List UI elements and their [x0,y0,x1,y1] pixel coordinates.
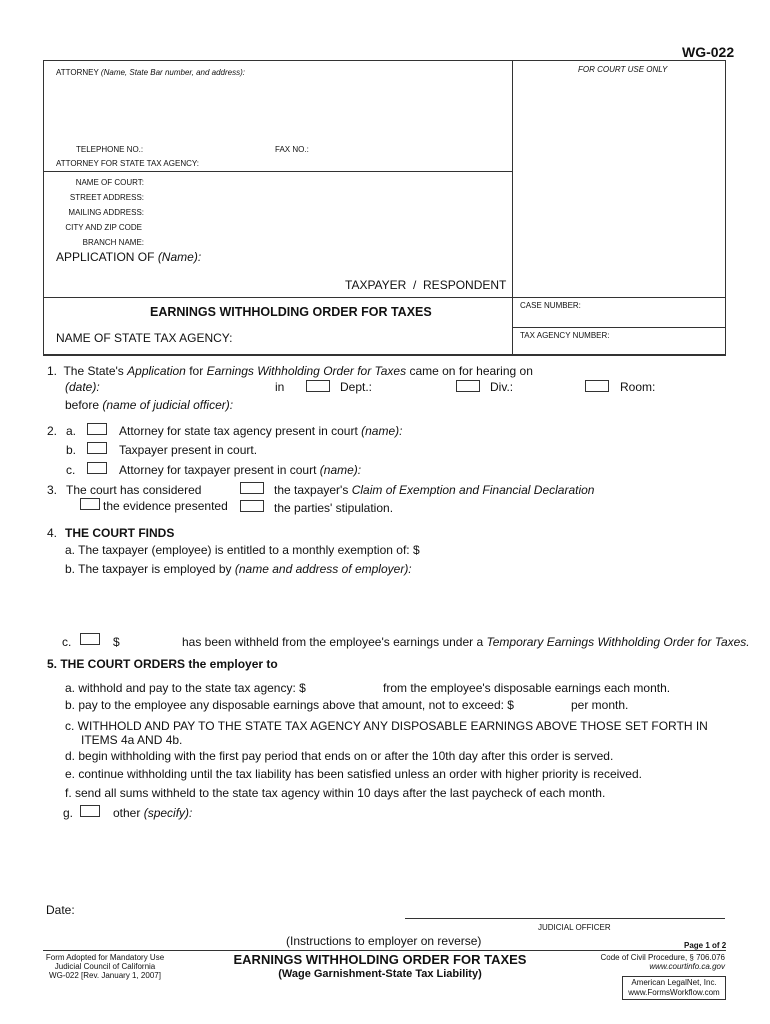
instructions-note: (Instructions to employer on reverse) [286,934,482,948]
signature-line [405,918,725,919]
form-id: WG-022 [682,44,735,60]
fax-label: FAX NO.: [275,145,309,154]
item3-evidence: the evidence presented [103,499,228,513]
item4c-text: has been withheld from the employee's earnings under a Temporary Earnings Withholding Order for Taxes. [182,635,750,649]
item2-num: 2. [47,424,58,438]
header-rule [43,297,726,298]
application-of: APPLICATION OF (Name): [56,250,202,264]
item4-heading: THE COURT FINDS [65,526,175,540]
item1-date-label: (date): [65,380,100,394]
stipulation-checkbox[interactable] [240,500,264,512]
footer-rule [43,950,726,951]
item3-num: 3. [47,483,58,497]
telephone-label: TELEPHONE NO.: [76,145,144,154]
header-divider [512,60,513,355]
agency-number-label: TAX AGENCY NUMBER: [520,331,610,340]
item3-considered: The court has considered [66,483,202,497]
dept-checkbox[interactable] [306,380,330,392]
item1-before: before (name of judicial officer): [65,398,234,412]
item1-in: in [275,380,285,394]
item5b-tail: per month. [571,698,629,712]
item2b-text: Taxpayer present in court. [119,443,258,457]
evidence-checkbox[interactable] [80,498,100,510]
agency-name-label: NAME OF STATE TAX AGENCY: [56,331,233,345]
adopted-line2: Judicial Council of California [54,962,156,971]
item4-num: 4. [47,526,58,540]
item2c-text: Attorney for taxpayer present in court (name): [119,463,362,477]
room-checkbox[interactable] [585,380,609,392]
adopted-line1: Form Adopted for Mandatory Use [45,953,165,962]
item1-div: Div.: [490,380,514,394]
item5c-text-cont: ITEMS 4a AND 4b. [81,733,183,747]
div-checkbox[interactable] [456,380,480,392]
item5b-text: b. pay to the employee any disposable earnings above that amount, not to exceed: $ [65,698,514,712]
adopted-line3: WG-022 [Rev. January 1, 2007] [49,971,161,980]
date-label: Date: [46,903,75,917]
judicial-officer-label: JUDICIAL OFFICER [538,923,611,932]
taxpayer-attorney-checkbox[interactable] [87,462,107,474]
item3-stipulation: the parties' stipulation. [274,501,394,515]
item5a-text: a. withhold and pay to the state tax agency: $ [65,681,306,695]
item5-heading: 5. THE COURT ORDERS the employer to [47,657,278,671]
attorney-present-checkbox[interactable] [87,423,107,435]
code-line1: Code of Civil Procedure, § 706.076 [600,953,725,962]
footer-subtitle: (Wage Garnishment-State Tax Liability) [278,968,482,980]
claim-checkbox[interactable] [240,482,264,494]
legalnet-line1: American LegalNet, Inc. [631,978,717,987]
header-rule [43,171,513,172]
item4c-letter: c. [62,635,72,649]
item5a-tail: from the employee's disposable earnings each month. [383,681,671,695]
case-number-label: CASE NUMBER: [520,301,581,310]
item4c-dollar: $ [113,635,120,649]
item5f-text: f. send all sums withheld to the state tax agency within 10 days after the last paycheck of each month. [65,786,606,800]
item1-dept: Dept.: [340,380,373,394]
taxpayer-respondent: TAXPAYER / RESPONDENT [345,278,507,292]
item2b-letter: b. [66,443,77,457]
mailing-address-label: MAILING ADDRESS: [68,208,144,217]
footer-title: EARNINGS WITHHOLDING ORDER FOR TAXES [233,952,527,967]
item1-room: Room: [620,380,656,394]
attorney-label: ATTORNEY (Name, State Bar number, and address): [56,68,245,77]
court-name-label: NAME OF COURT: [75,178,144,187]
item5e-text: e. continue withholding until the tax liability has been satisfied unless an order with higher priority is received. [65,767,642,781]
page-number: Page 1 of 2 [684,941,727,950]
temporary-withheld-checkbox[interactable] [80,633,100,645]
item2a-text: Attorney for state tax agency present in court (name): [119,424,403,438]
item1-line1: 1. The State's Application for Earnings Withholding Order for Taxes came on for hearing on [47,364,533,378]
header-rule [43,355,726,356]
city-zip-label: CITY AND ZIP CODE [65,223,142,232]
code-line2: www.courtinfo.ca.gov [649,962,725,971]
item4a-text: a. The taxpayer (employee) is entitled to a monthly exemption of: $ [65,543,420,557]
branch-name-label: BRANCH NAME: [82,238,144,247]
item5g-text: other (specify): [113,806,193,820]
item5c-text: c. WITHHOLD AND PAY TO THE STATE TAX AGENCY ANY DISPOSABLE EARNINGS ABOVE THOSE SET FORTH IN [65,719,708,733]
item2a-letter: a. [66,424,77,438]
other-checkbox[interactable] [80,805,100,817]
header-rule [512,327,726,328]
taxpayer-present-checkbox[interactable] [87,442,107,454]
form-title: EARNINGS WITHHOLDING ORDER FOR TAXES [150,305,432,319]
street-address-label: STREET ADDRESS: [69,193,144,202]
item4b-text: b. The taxpayer is employed by (name and address of employer): [65,562,412,576]
item5d-text: d. begin withholding with the first pay period that ends on or after the 10th day after this order is served. [65,749,614,763]
attorney-for-label: ATTORNEY FOR STATE TAX AGENCY: [56,159,199,168]
item3-claim: the taxpayer's Claim of Exemption and Financial Declaration [274,483,595,497]
legalnet-line2[interactable]: www.FormsWorkflow.com [628,988,720,997]
item2c-letter: c. [66,463,76,477]
court-use-label: FOR COURT USE ONLY [578,65,668,74]
item5g-letter: g. [63,806,74,820]
